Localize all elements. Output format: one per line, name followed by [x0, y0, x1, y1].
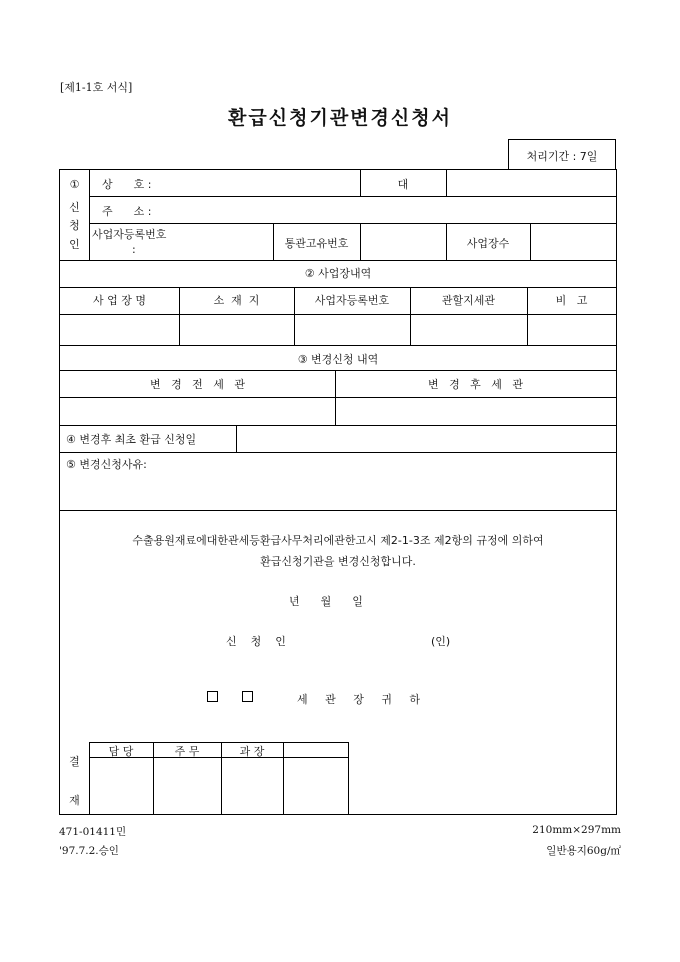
biz-reg-no-label: 사업자등록번호 [92, 228, 167, 241]
declaration-addressee: 세 관 장 귀 하 [297, 693, 421, 706]
form-number: 471-01411민 [59, 826, 127, 838]
column-biz-reg-no: 사업자등록번호 [314, 294, 390, 307]
representative-label: 대 [397, 178, 409, 191]
applicant-label-1: 신 [69, 201, 80, 214]
column-remarks: 비 고 [555, 294, 588, 307]
approval-label-2: 재 [69, 794, 80, 807]
paper-type: 일반용지60g/㎡ [546, 845, 621, 857]
declaration-line-1: 수출용원재료에대한관세등환급사무처리에관한고시 제2-1-3조 제2항의 규정에 의하여 [132, 534, 544, 547]
declaration-seal: (인) [431, 635, 451, 648]
after-customs-label: 변 경 후 세 관 [427, 378, 524, 391]
applicant-circle-number: ① [69, 178, 80, 191]
change-details-heading: ③ 변경신청 내역 [297, 353, 379, 366]
applicant-label-3: 인 [69, 238, 80, 251]
column-customs-office: 관할지세관 [441, 294, 496, 307]
processing-period-box [508, 139, 616, 170]
declaration-line-2: 환급신청기관을 변경신청합니다. [260, 555, 416, 568]
biz-reg-no-colon: : [132, 243, 136, 256]
approval-date: '97.7.2.승인 [59, 845, 119, 857]
approval-col-staff: 담 당 [108, 745, 134, 758]
approval-col-officer: 주 무 [174, 745, 200, 758]
applicant-label-2: 청 [69, 219, 80, 232]
processing-period: 처리기간 : 7일 [526, 150, 598, 163]
first-refund-date-label: ④ 변경후 최초 환급 신청일 [66, 433, 197, 446]
address-label: 주 소 : [102, 205, 152, 218]
num-sites-label: 사업장수 [466, 237, 510, 250]
column-site-name: 사 업 장 명 [93, 294, 146, 307]
approval-col-chief: 과 장 [239, 745, 265, 758]
customs-office-blank [207, 691, 253, 704]
site-details-heading: ② 사업장내역 [304, 267, 372, 280]
change-reason-label: ⑤ 변경신청사유: [66, 458, 147, 471]
before-customs-label: 변 경 전 세 관 [149, 378, 246, 391]
trade-name-label: 상 호 : [102, 178, 152, 191]
paper-size: 210mm×297mm [532, 824, 621, 836]
declaration-date: 년 월 일 [289, 595, 363, 608]
declaration-applicant: 신 청 인 [226, 635, 286, 648]
customs-id-label: 통관고유번호 [284, 237, 349, 250]
column-location: 소 재 지 [213, 294, 260, 307]
form-label: [제1-1호 서식] [60, 81, 133, 94]
page-title: 환급신청기관변경신청서 [228, 107, 452, 129]
approval-label-1: 결 [69, 755, 80, 768]
